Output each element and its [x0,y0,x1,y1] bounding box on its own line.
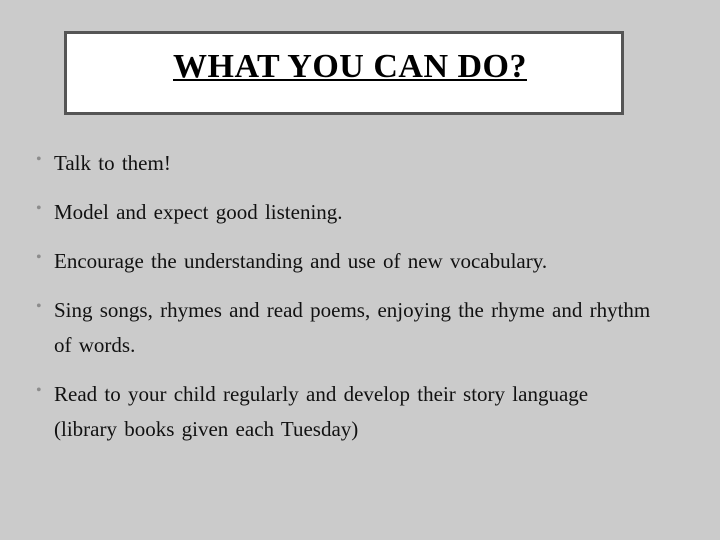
bullet-item-songs [36,293,656,363]
bullet-text: Model and expect good listening. [54,200,343,224]
bullet-item-reading [36,377,656,447]
bullet-text: Talk to them! [54,151,171,175]
bullet-marker-icon: • [36,298,42,315]
bullet-marker-icon: • [36,382,42,399]
bullet-marker-icon: • [36,249,42,266]
bullet-marker-icon: • [36,200,42,217]
slide-title: WHAT YOU CAN DO? [173,48,527,85]
bullet-text: Read to your child regularly and develop their story language (library books given each Tuesday) [54,382,589,441]
bullet-list [36,146,656,461]
bullet-item-vocabulary [36,244,656,279]
bullet-item-talk [36,146,656,181]
bullet-text: Sing songs, rhymes and read poems, enjoying the rhyme and rhythm of words. [54,298,651,357]
bullet-marker-icon: • [36,151,42,168]
bullet-item-listening [36,195,656,230]
title-box [64,31,624,115]
bullet-text: Encourage the understanding and use of new vocabulary. [54,249,548,273]
